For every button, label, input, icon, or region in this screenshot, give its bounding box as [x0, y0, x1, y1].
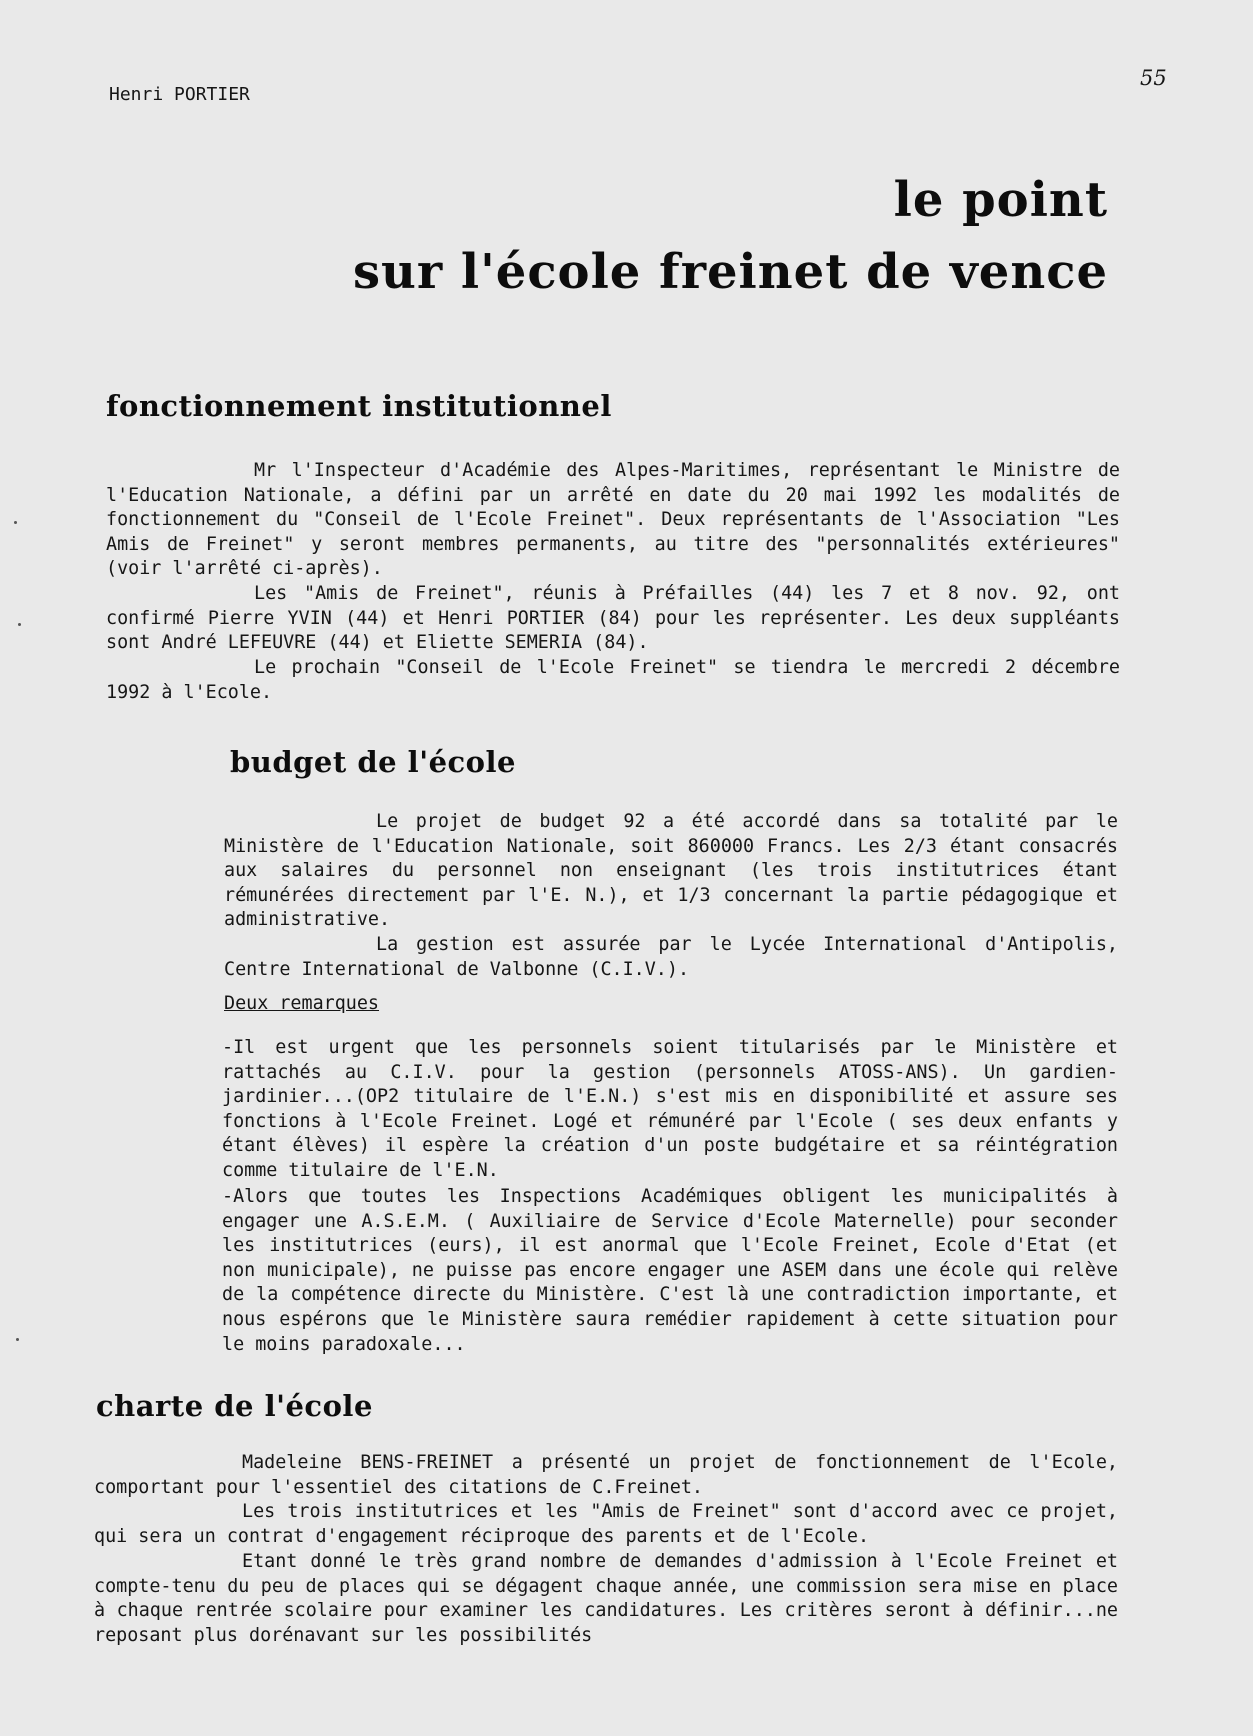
- margin-speck: [18, 623, 21, 626]
- section-heading-charte: charte de l'école: [96, 1389, 373, 1423]
- paragraph-admission: Etant donné le très grand nombre de demandes d'admission à l'Ecole Freinet et compte-tenu du peu de places qui se dégagent chaque année, une commission sera mise en place à chaque rentrée scolaire pour examiner les candidatures. Les critères seront à définir...ne reposant plus dorénavant sur les possibilités: [94, 1551, 1118, 1646]
- article-title-line-2: sur l'école freinet de vence: [352, 244, 1108, 300]
- paragraph-institutrices: Les trois institutrices et les "Amis de Freinet" sont d'accord avec ce projet, qui sera un contrat d'engagement réciproque des parents et de l'Ecole.: [94, 1501, 1118, 1547]
- remark-titularisation: -Il est urgent que les personnels soient titularisés par le Ministère et rattachés au C.I.V. pour la gestion (personnels ATOSS-ANS). Un gardien-jardinier...(OP2 titulaire de l'E.N.) s'est mis en disponibilité et assure ses fonctions à l'Ecole Freinet. Logé et rémunéré par l'Ecole ( ses deux enfants y étant élèves) il espère la création d'un poste budgétaire et sa réintégration comme titulaire de l'E.N.: [222, 1037, 1118, 1181]
- paragraph-gestion: La gestion est assurée par le Lycée International d'Antipolis, Centre International de Valbonne (C.I.V.).: [224, 934, 1118, 980]
- paragraph-prochain-conseil: Le prochain "Conseil de l'Ecole Freinet" se tiendra le mercredi 2 décembre 1992 à l'Ecole.: [106, 657, 1120, 703]
- section-heading-fonctionnement: fonctionnement institutionnel: [106, 389, 612, 423]
- author-name: Henri PORTIER: [109, 84, 250, 105]
- paragraph-projet-budget: Le projet de budget 92 a été accordé dans sa totalité par le Ministère de l'Education Nationale, soit 860000 Francs. Les 2/3 étant consacrés aux salaires du personnel non enseignant (les trois institutrices étant rémunérées directement par l'E. N.), et 1/3 concernant la partie pédagogique et administrative.: [224, 811, 1118, 931]
- section-heading-budget: budget de l'école: [230, 745, 516, 779]
- paragraph-amis-de-freinet: Les "Amis de Freinet", réunis à Préfailles (44) les 7 et 8 nov. 92, ont confirmé Pierre YVIN (44) et Henri PORTIER (84) pour les représenter. Les deux suppléants sont André LEFEUVRE (44) et Eliette SEMERIA (84).: [106, 583, 1120, 654]
- remark-asem: -Alors que toutes les Inspections Académiques obligent les municipalités à engager une A.S.E.M. ( Auxiliaire de Service d'Ecole Maternelle) pour seconder les institutrices (eurs), il est anormal que l'Ecole Freinet, Ecole d'Etat (et non municipale), ne puisse pas encore engager une ASEM dans une école qui relève de la compétence directe du Ministère. C'est là une contradiction importante, et nous espérons que le Ministère saura remédier rapidement à cette situation pour le moins paradoxale...: [222, 1186, 1118, 1355]
- article-title-line-1: le point: [893, 172, 1108, 228]
- remarks-title: Deux remarques: [224, 993, 380, 1014]
- paragraph-bens-freinet: Madeleine BENS-FREINET a présenté un projet de fonctionnement de l'Ecole, comportant pour l'essentiel des citations de C.Freinet.: [94, 1452, 1118, 1498]
- paragraph-inspecteur: Mr l'Inspecteur d'Académie des Alpes-Maritimes, représentant le Ministre de l'Education Nationale, a défini par un arrêté en date du 20 mai 1992 les modalités de fonctionnement du "Conseil de l'Ecole Freinet". Deux représentants de l'Association "Les Amis de Freinet" y seront membres permanents, au titre des "personnalités extérieures" (voir l'arrêté ci-après).: [106, 460, 1120, 580]
- page-number: 55: [1140, 66, 1167, 90]
- margin-speck: [16, 1338, 19, 1341]
- margin-speck: [14, 521, 17, 524]
